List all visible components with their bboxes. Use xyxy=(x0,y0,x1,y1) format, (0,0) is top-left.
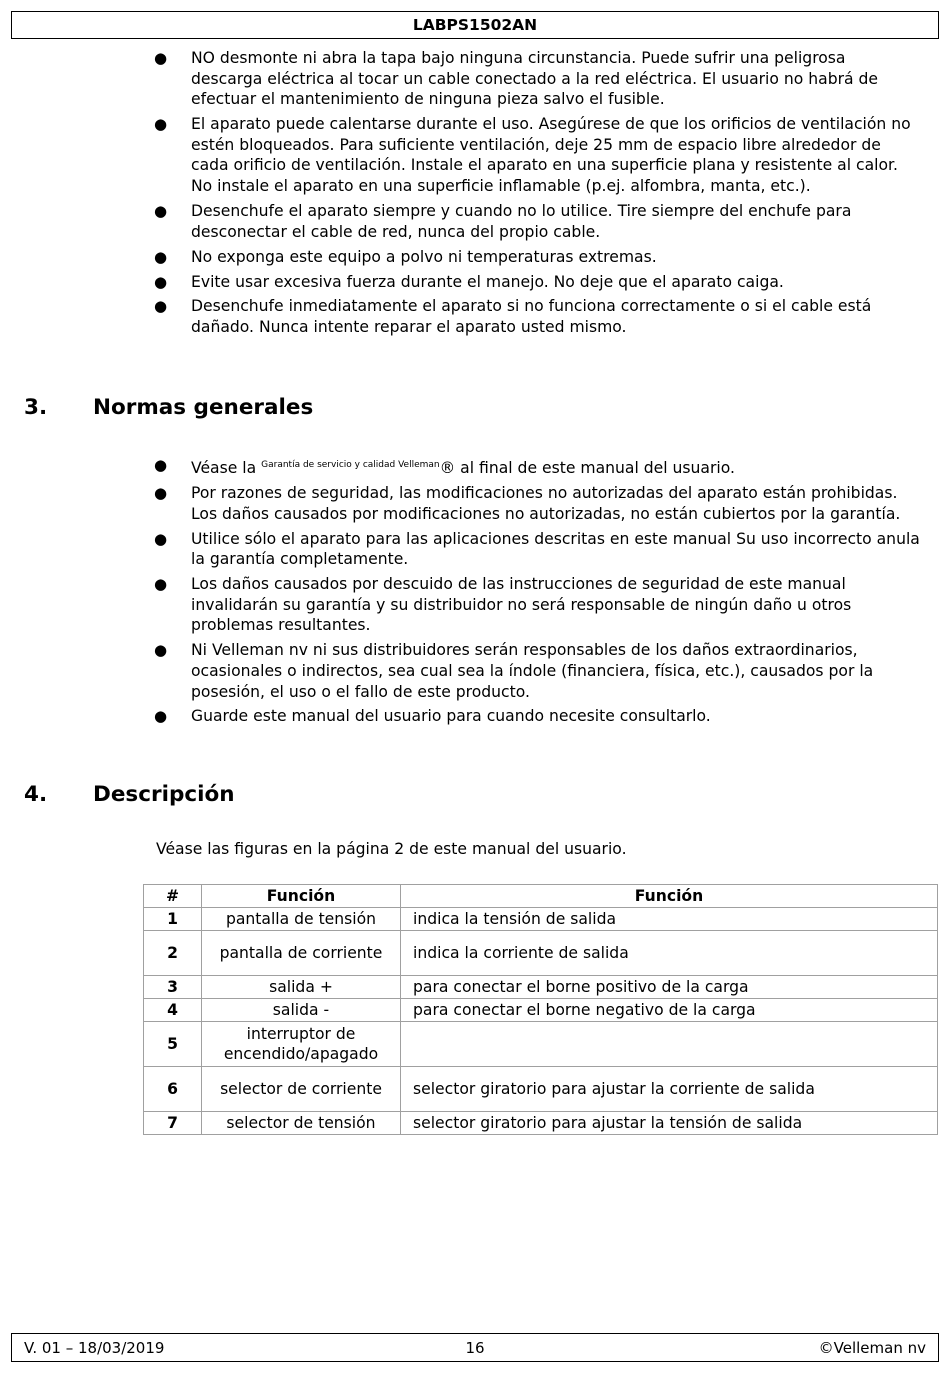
safety-list xyxy=(0,48,950,342)
list-item: ● Evite usar excesiva fuerza durante el manejo. No deje que el aparato caiga. xyxy=(154,272,784,291)
table-row: 3 salida + para conectar el borne positivo de la carga xyxy=(144,976,938,999)
bullet-icon: ● xyxy=(154,483,168,502)
list-item: ● Los daños causados por descuido de las instrucciones de seguridad de este manual invalidarán su garantía y su distribuidor no será responsable de ningún daño u otros problemas resultantes. xyxy=(154,575,852,635)
table-row: 5 interruptor de encendido/apagado xyxy=(144,1022,938,1067)
bullet-icon: ● xyxy=(154,49,168,67)
page-header xyxy=(11,11,939,39)
list-item: ● NO desmonte ni abra la tapa bajo ninguna circunstancia. Puede sufrir una peligrosa descarga eléctrica al tocar un cable conectado a la red eléctrica. El usuario no habrá de efectuar el mantenimiento de ninguna pieza salvo el fusible. xyxy=(154,49,879,109)
list-item: ● Guarde este manual del usuario para cuando necesite consultarlo. xyxy=(154,707,711,726)
bullet-icon: ● xyxy=(154,456,168,474)
list-item: ● Desenchufe inmediatamente el aparato si no funciona correctamente o si el cable está dañado. Nunca intente reparar el aparato usted mismo. xyxy=(154,297,872,337)
section-heading-3: 3. Normas generales xyxy=(24,395,314,420)
bullet-icon: ● xyxy=(154,297,168,316)
copyright: ©Velleman nv xyxy=(818,1339,926,1357)
warranty-reference: Garantía de servicio y calidad Velleman xyxy=(261,460,440,470)
table-row: 7 selector de tensión selector giratorio para ajustar la tensión de salida xyxy=(144,1112,938,1135)
table-row: 1 pantalla de tensión indica la tensión de salida xyxy=(144,908,938,931)
bullet-icon: ● xyxy=(154,641,168,660)
list-item: ● Por razones de seguridad, las modificaciones no autorizadas del aparato están prohibidas. Los daños causados por modificaciones no autorizadas, no están cubiertos por la garantía. xyxy=(154,483,901,523)
version-date: V. 01 – 18/03/2019 xyxy=(24,1339,165,1357)
page-number: 16 xyxy=(465,1339,485,1357)
list-item: ● Véase la $^{Garantía de servicio y calidad Velleman}$® al final de este manual del usuario. xyxy=(154,456,735,477)
list-item: ● Desenchufe el aparato siempre y cuando no lo utilice. Tire siempre del enchufe para desconectar el cable de red, nunca del propio cable. xyxy=(154,201,852,241)
product-code: LABPS1502AN xyxy=(412,16,538,34)
bullet-icon: ● xyxy=(154,707,168,726)
bullet-icon: ● xyxy=(154,575,168,594)
bullet-icon: ● xyxy=(154,529,168,548)
column-header: Función xyxy=(202,885,401,908)
table-row: 6 selector de corriente selector giratorio para ajustar la corriente de salida xyxy=(144,1067,938,1112)
column-header: # xyxy=(144,885,202,908)
bullet-icon: ● xyxy=(154,272,168,291)
table-row: 4 salida - para conectar el borne negativo de la carga xyxy=(144,999,938,1022)
bullet-icon: ● xyxy=(154,201,168,220)
table-row: 2 pantalla de corriente indica la corriente de salida xyxy=(144,931,938,976)
list-item: ● No exponga este equipo a polvo ni temperaturas extremas. xyxy=(154,247,657,266)
bullet-icon: ● xyxy=(154,247,168,266)
section-heading-4: 4. Descripción xyxy=(24,782,235,807)
general-rules-list xyxy=(0,455,950,731)
function-table xyxy=(143,884,938,1135)
page-footer xyxy=(11,1333,939,1362)
figures-note: Véase las figuras en la página 2 de este manual del usuario. xyxy=(156,840,627,858)
column-header: Función xyxy=(401,885,938,908)
bullet-icon: ● xyxy=(154,115,168,134)
table-header-row xyxy=(144,885,938,908)
list-item: ● El aparato puede calentarse durante el uso. Asegúrese de que los orificios de ventilación no estén bloqueados. Para suficiente ventilación, deje 25 mm de espacio libre alrededor de cada orificio de ventilación. Instale el aparato en una superficie plana y resistente al calor. No instale el aparato en una superficie inflamable (p.ej. alfombra, manta, etc.). xyxy=(154,115,911,195)
list-item: ● Utilice sólo el aparato para las aplicaciones descritas en este manual Su uso incorrecto anula la garantía completamente. xyxy=(154,529,920,569)
list-item: ● Ni Velleman nv ni sus distribuidores serán responsables de los daños extraordinarios, ocasionales o indirectos, sea cual sea la índole (financiera, física, etc.), causados por la posesión, el uso o el fallo de este producto. xyxy=(154,641,874,701)
